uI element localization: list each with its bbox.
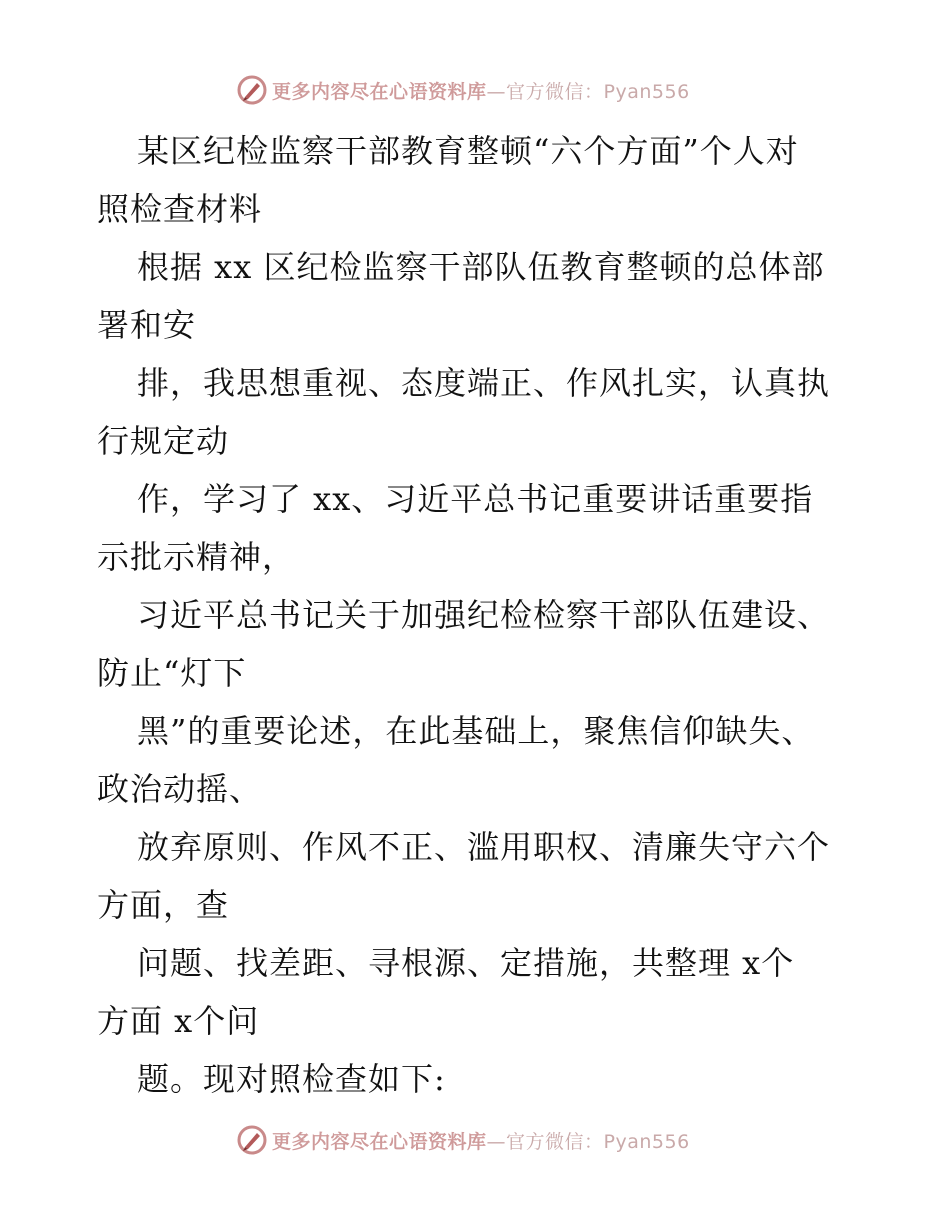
pen-circle-logo-icon [236,74,268,106]
watermark-brand: 更多内容尽在心语资料库 [272,80,487,103]
document-line: 问题、找差距、寻根源、定措施，共整理 x个 [137,944,795,982]
watermark-contact: 官方微信：Pyan556 [506,1130,690,1153]
document-line: 根据 xx 区纪检监察干部队伍教育整顿的总体部 [137,248,825,286]
document-line: 防止“灯下 [97,654,247,692]
document-line: 方面 x个问 [97,1002,260,1040]
watermark-text [272,1127,690,1154]
watermark-contact: 官方微信：Pyan556 [506,80,690,103]
header-watermark [236,73,690,107]
document-line: 排，我思想重视、态度端正、作风扎实，认真执 [137,364,831,402]
document-line: 放弃原则、作风不正、滥用职权、清廉失守六个 [137,828,831,866]
document-line: 习近平总书记关于加强纪检检察干部队伍建设、 [137,596,831,634]
watermark-brand: 更多内容尽在心语资料库 [272,1130,487,1153]
document-line: 署和安 [97,306,197,344]
document-line: 示批示精神， [97,538,296,576]
document-line: 题。现对照检查如下: [137,1060,446,1098]
watermark-separator: — [486,1130,507,1153]
document-line: 行规定动 [97,422,230,460]
document-body [97,122,857,1108]
document-line: 黑”的重要论述，在此基础上，聚焦信仰缺失、 [137,712,815,750]
watermark-separator: — [486,80,507,103]
footer-watermark [236,1123,690,1157]
pen-circle-logo-icon [236,1124,268,1156]
document-line: 作，学习了 xx、习近平总书记重要讲话重要指 [137,480,814,518]
watermark-text [272,77,690,104]
document-line: 方面，查 [97,886,230,924]
document-line: 照检查材料 [97,190,263,228]
document-line: 政治动摇、 [97,770,263,808]
document-line: 某区纪检监察干部教育整顿“六个方面”个人对 [137,132,799,170]
